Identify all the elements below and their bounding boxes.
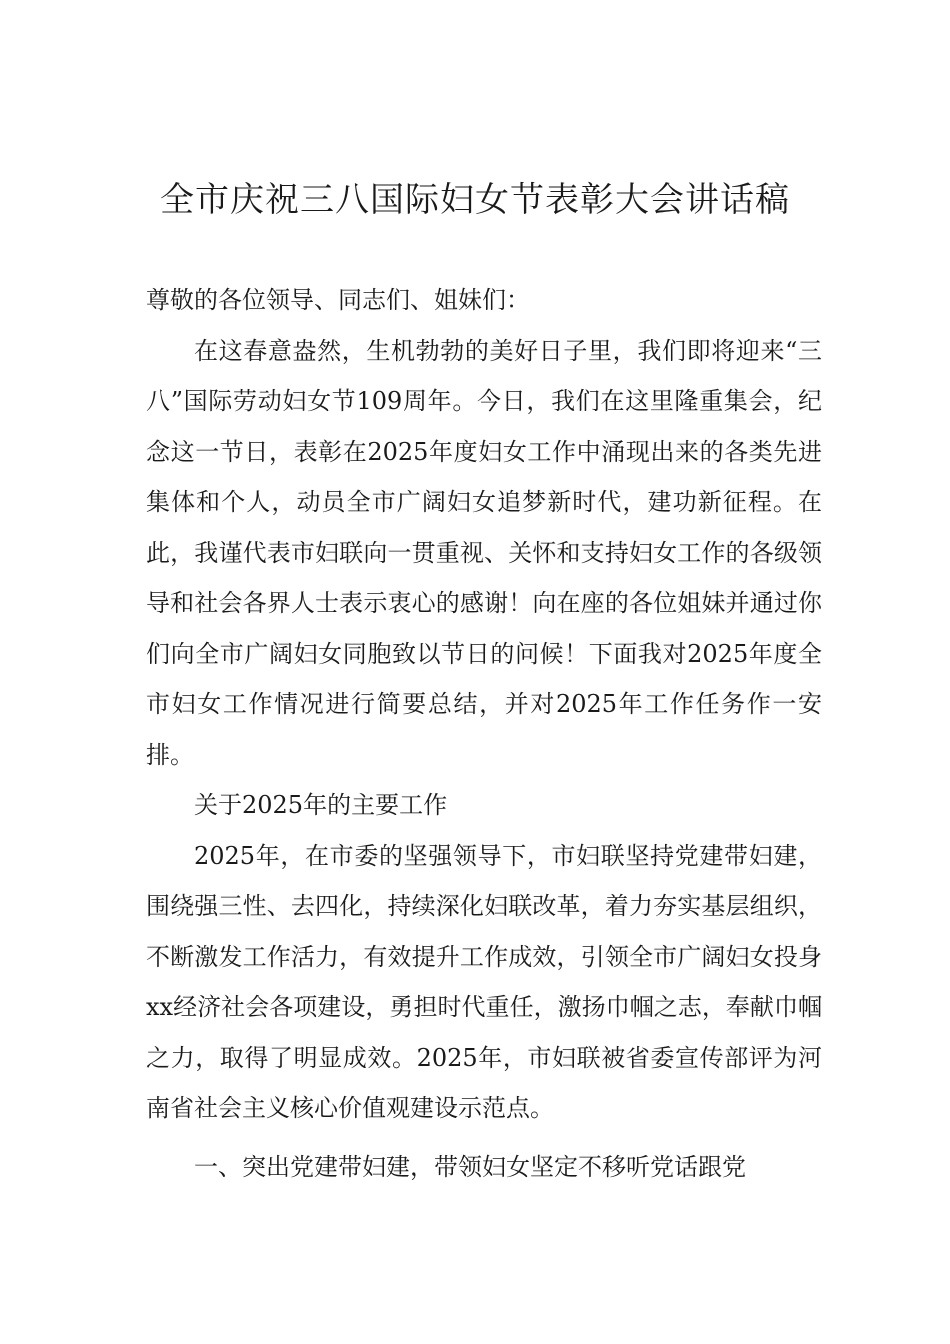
document-body [146, 275, 822, 1192]
paragraph-opening: 在这春意盎然，生机勃勃的美好日子里，我们即将迎来“三八”国际劳动妇女节109周年。今日，我们在这里隆重集会，纪念这一节日，表彰在2025年度妇女工作中涌现出来的各类先进集体和个人，动员全市广阔妇女追梦新时代，建功新征程。在此，我谨代表市妇联向一贯重视、关怀和支持妇女工作的各级领导和社会各界人士表示衷心的感谢！向在座的各位姐妹并通过你们向全市广阔妇女同胞致以节日的问候！下面我对2025年度全市妇女工作情况进行简要总结，并对2025年工作任务作一安排。 [146, 336, 822, 769]
document-title: 全市庆祝三八国际妇女节表彰大会讲话稿 [160, 180, 790, 220]
section-heading-one: 一、突出党建带妇建，带领妇女坚定不移听党话跟党 [194, 1152, 746, 1181]
salutation: 尊敬的各位领导、同志们、姐妹们： [146, 286, 530, 314]
section-heading-main-work: 关于2025年的主要工作 [194, 791, 448, 819]
paragraph-2025-summary: 2025年，在市委的坚强领导下，市妇联坚持党建带妇建，围绕强三性、去四化，持续深化妇联改革，着力夯实基层组织，不断激发工作活力，有效提升工作成效，引领全市广阔妇女投身xx经济社会各项建设，勇担时代重任，激扬巾帼之志，奉献巾帼之力，取得了明显成效。2025年，市妇联被省委宣传部评为河南省社会主义核心价值观建设示范点。 [146, 841, 822, 1122]
